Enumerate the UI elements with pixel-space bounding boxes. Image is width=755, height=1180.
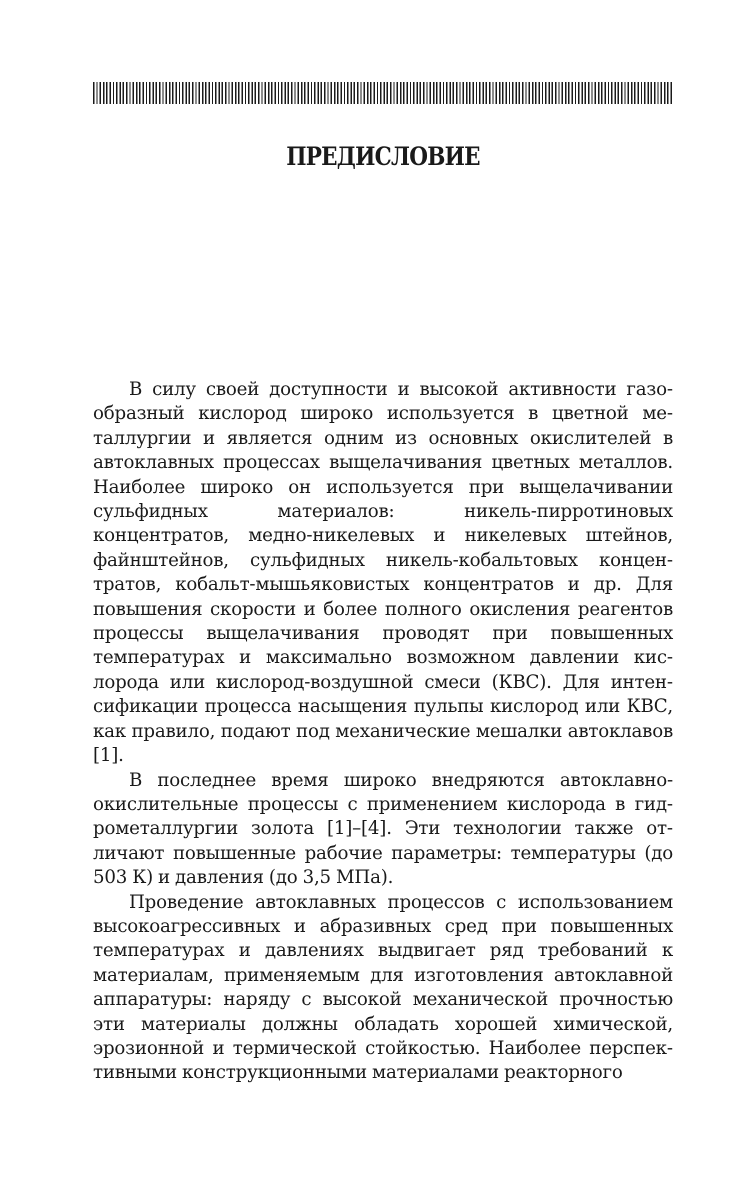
page-title: ПРЕДИСЛОВИЕ <box>286 142 480 171</box>
paragraph-2: В последнее время широко внедряются автоклавно-окислительные процессы с применением кислорода в гидрометаллургии золота [1]–[4]. Эти технологии также отличают повышенные рабочие параметры: температуры (до 503 К) и давления (до 3,5 МПа). <box>93 769 673 889</box>
paragraph-3: Проведение автоклавных процессов с использованием высокоагрессивных и абразивных сред при повышенных температурах и давлениях выдвигает ряд требований к материалам, применяемым для изготовления автоклавной аппаратуры: наряду с высокой механической прочностью эти материалы должны обладать хорошей химической, эрозионной и термической стойкостью. Наиболее перспективными конструкционными материалами реакторного <box>93 891 673 1084</box>
decorative-header-rule <box>93 82 673 104</box>
paragraph-1: В силу своей доступности и высокой активности газообразный кислород широко используется в цветной металлургии и является одним из основных окислителей в автоклавных процессах выщелачивания цветных металлов. Наиболее широко он используется при выщелачивании сульфидных материалов: никель-пирротиновых концентратов, медно-никелевых и никелевых штейнов, файнштейнов, сульфидных никель-кобальтовых концентратов, кобальт-мышьяковистых концентратов и др. Для повышения скорости и более полного окисления реагентов процессы выщелачивания проводят при повышенных температурах и максимально возможном давлении кислорода или кислород-воздушной смеси (КВС). Для интенсификации процесса насыщения пульпы кислород или КВС, как правило, подают под механические мешалки автоклавов [1]. <box>93 379 673 767</box>
body-text <box>93 378 673 1086</box>
